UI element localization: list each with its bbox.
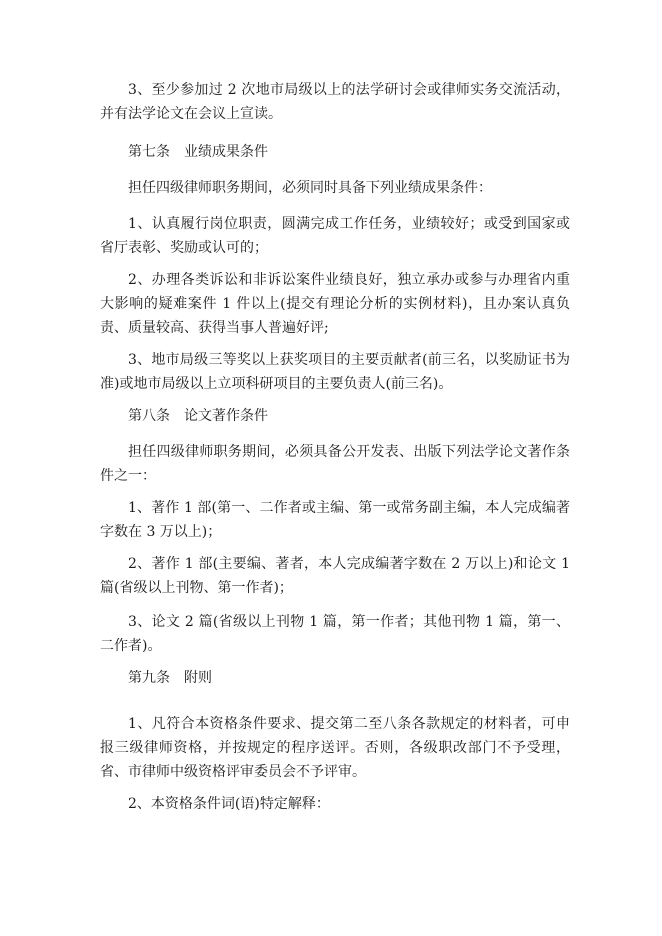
article-7-number: 第七条 xyxy=(128,144,170,160)
article-8-item-3: 3、论文 2 篇(省级以上刊物 1 篇，第一作者；其他刊物 1 篇，第一、二作者)。 xyxy=(100,614,570,654)
article-8-item-2: 2、著作 1 部(主要编、著者，本人完成编著字数在 2 万以上)和论文 1 篇(省级以上刊物、第一作者)； xyxy=(100,556,570,596)
article-9-item-2: 2、本资格条件词(语)特定解释： xyxy=(128,796,330,812)
article-9-item-1: 1、凡符合本资格条件要求、提交第二至八条各款规定的材料者，可申报三级律师资格，并按规定的程序送评。否则，各级职改部门不予受理，省、市律师中级资格评审委员会不予评审。 xyxy=(100,716,570,780)
article-7-intro: 担任四级律师职务期间，必须同时具备下列业绩成果条件： xyxy=(128,180,492,196)
article-8-intro: 担任四级律师职务期间，必须具备公开发表、出版下列法学论文著作条件之一： xyxy=(100,444,570,484)
article-7-item-2: 2、办理各类诉讼和非诉讼案件业绩良好，独立承办或参与办理省内重大影响的疑难案件 1 件以上(提交有理论分析的实例材料)，且办案认真负责、质量较高、获得当事人普遍好评; xyxy=(100,272,570,336)
article-8-title: 论文著作条件 xyxy=(184,408,268,424)
article-7-heading xyxy=(100,140,570,164)
article-8-heading xyxy=(100,404,570,428)
article-8-number: 第八条 xyxy=(128,408,170,424)
article-8-item-1: 1、著作 1 部(第一、二作者或主编、第一或常务副主编，本人完成编著字数在 3 万以上)； xyxy=(100,500,570,540)
paragraph-seminar-requirement: 3、至少参加过 2 次地市局级以上的法学研讨会或律师实务交流活动，并有法学论文在会议上宣读。 xyxy=(100,82,570,122)
article-9-heading xyxy=(100,666,570,690)
article-7-title: 业绩成果条件 xyxy=(184,144,268,160)
article-7-item-3: 3、地市局级三等奖以上获奖项目的主要贡献者(前三名，以奖励证书为准)或地市局级以上立项科研项目的主要负责人(前三名)。 xyxy=(100,352,570,392)
article-9-title: 附则 xyxy=(184,670,212,686)
article-7-item-1: 1、认真履行岗位职责，圆满完成工作任务，业绩较好；或受到国家或省厅表彰、奖励或认可的； xyxy=(100,216,570,256)
article-9-number: 第九条 xyxy=(128,670,170,686)
